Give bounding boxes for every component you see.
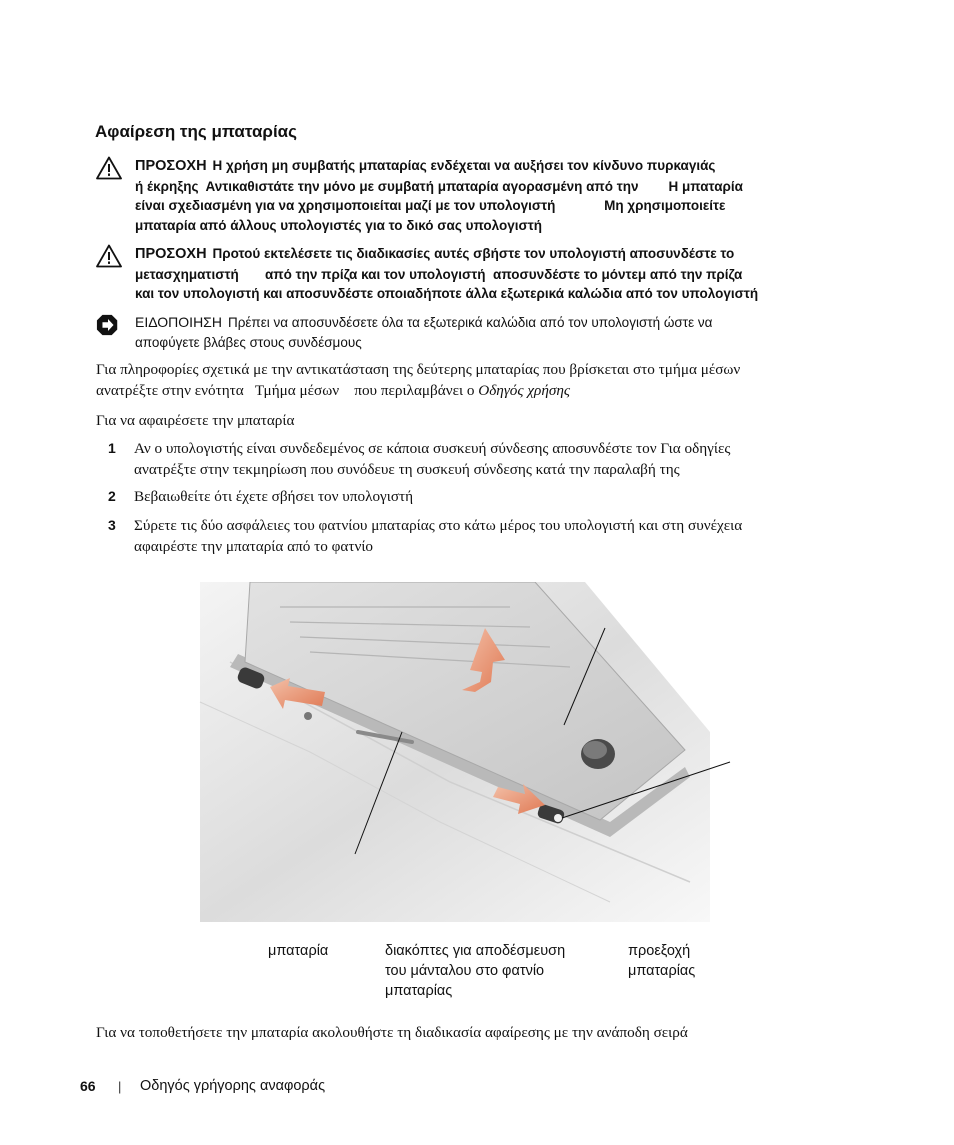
footer-separator: |: [118, 1079, 122, 1094]
intro-line: ανατρέξτε στην ενότητα Τμήμα μέσων που περιλαμβάνει ο: [96, 382, 479, 399]
notice-line: ή έκρηξης Αντικαθιστάτε την μόνο με συμβατή μπαταρία αγορασμένη από την Η μπαταρία: [135, 178, 743, 194]
step-number: 2: [108, 488, 116, 504]
step-line: αφαιρέστε την μπαταρία από το φατνίο: [134, 538, 374, 555]
notice-line: μετασχηματιστή από την πρίζα και τον υπολογιστή αποσυνδέστε το μόντεμ από την πρίζα: [135, 266, 743, 282]
callout-battery-tab: [628, 941, 695, 981]
callout-line: μπαταρία: [268, 943, 329, 959]
warning-triangle-icon: [96, 244, 122, 268]
callout-line: μπαταρίας: [628, 963, 696, 979]
notice-line: είναι σχεδιασμένη για να χρησιμοποιείται μαζί με τον υπολογιστή Μη χρησιμοποιείτε: [135, 198, 726, 213]
notice-line: Προτού εκτελέσετε τις διαδικασίες αυτές σβήστε τον υπολογιστή αποσυνδέστε το: [212, 246, 735, 261]
notice-line: μπαταρία από άλλους υπολογιστές για το δικό σας υπολογιστή: [135, 217, 543, 233]
intro-paragraph: [96, 359, 861, 401]
notice-line: αποφύγετε βλάβες στους συνδέσμους: [135, 334, 362, 350]
callout-line: του μάνταλου στο φατνίο: [385, 963, 545, 979]
step-line: Βεβαιωθείτε ότι έχετε σβήσει τον υπολογιστή: [134, 488, 414, 505]
callout-line: προεξοχή: [628, 943, 691, 959]
caution-notice-battery: [96, 156, 866, 235]
step-text: [134, 515, 854, 557]
notice-label: ΠΡΟΣΟΧΗ: [135, 246, 207, 262]
step-number: 3: [108, 517, 116, 533]
step-text: [134, 438, 854, 480]
notice-line: Πρέπει να αποσυνδέσετε όλα τα εξωτερικά καλώδια από τον υπολογιστή ώστε να: [227, 315, 713, 330]
step-line: Σύρετε τις δύο ασφάλειες του φατνίου μπαταρίας στο κάτω μέρος του υπολογιστή και στη συνέχεια: [134, 517, 743, 534]
callout-release-latches: [385, 941, 565, 1001]
step-number: 1: [108, 440, 116, 456]
section-title: Αφαίρεση της μπαταρίας: [95, 122, 297, 141]
page-number: 66: [80, 1078, 96, 1094]
footer-title: Οδηγός γρήγορης αναφοράς: [140, 1078, 326, 1094]
notice-stop-icon: [96, 313, 120, 337]
caution-notice-power: [96, 244, 866, 304]
notice-line: Η χρήση μη συμβατής μπαταρίας ενδέχεται να αυξήσει τον κίνδυνο πυρκαγιάς: [212, 158, 716, 173]
callout-battery: [268, 941, 328, 961]
battery-removal-illustration: [190, 582, 750, 922]
remove-intro: Για να αφαιρέσετε την μπαταρία: [96, 412, 295, 429]
intro-line: Για πληροφορίες σχετικά με την αντικατάσταση της δεύτερης μπαταρίας που βρίσκεται στο τμήμα μέσων: [96, 361, 741, 378]
step-line: ανατρέξτε στην τεκμηρίωση που συνόδευε τη συσκευή σύνδεσης κατά την παραλαβή της: [134, 461, 680, 478]
callout-line: διακόπτες για αποδέσμευση: [385, 943, 566, 959]
notice-line: και τον υπολογιστή και αποσυνδέστε οποιαδήποτε άλλα εξωτερικά καλώδια από τον υπολογιστή: [135, 286, 759, 301]
step-line: Αν ο υπολογιστής είναι συνδεδεμένος σε κάποια συσκευή σύνδεσης αποσυνδέστε τον Για οδηγίες: [134, 440, 731, 457]
notice-label: ΠΡΟΣΟΧΗ: [135, 158, 207, 174]
warning-triangle-icon: [96, 156, 122, 180]
callout-line: μπαταρίας: [385, 983, 453, 999]
notice-cables: [96, 313, 866, 352]
step-text: [134, 486, 854, 507]
install-paragraph: Για να τοποθετήσετε την μπαταρία ακολουθήστε τη διαδικασία αφαίρεσης με την ανάποδη σειρά: [96, 1024, 688, 1041]
notice-label: ΕΙΔΟΠΟΙΗΣΗ: [135, 314, 222, 330]
user-guide-title: Οδηγός χρήσης: [478, 382, 571, 399]
